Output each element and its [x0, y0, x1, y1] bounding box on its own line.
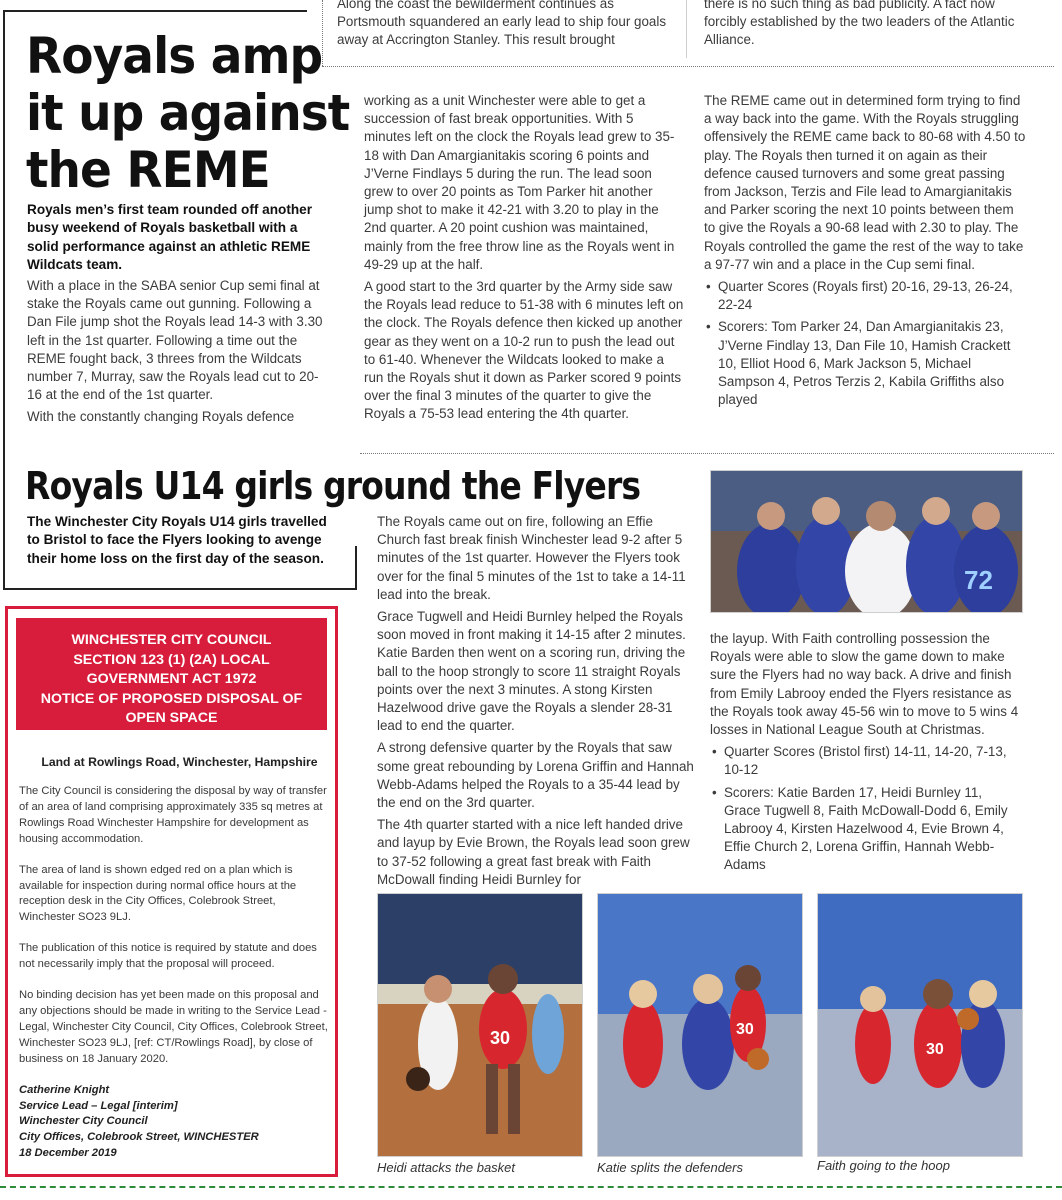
article-frame-top — [3, 10, 307, 12]
notice-signature — [19, 1083, 329, 1163]
action-photo-2 — [597, 893, 803, 1157]
council-notice — [5, 606, 338, 1177]
article1-col3-paragraph: The REME came out in determined form trying to find a way back into the game. With the Royals struggling offensively the REME came back to 80-68 with 4.50 to play. The Royals then turned it on again as their defence caused turnovers and some great passing from Jackson, Terzis and File lead to Amargianitakis and Parker scoring the next 10 points between them to give the Royals a 90-68 lead with 2.30 to play. The Royals controlled the game the rest of the way to take a 97-77 win and a place in the Cup semi final. — [704, 93, 1026, 272]
article1-quarter-scores: • Quarter Scores (Royals first) 20-16, 29-13, 26-24, 22-24 — [704, 278, 1026, 314]
notice-signatory-address: City Offices, Colebrook Street, WINCHESTER — [19, 1131, 259, 1144]
action-photo-2-illustration — [598, 894, 802, 1156]
action-photo-3-jersey-number: 30 — [926, 1041, 944, 1058]
notice-heading-line: OPEN SPACE — [125, 710, 218, 726]
article2-col2-paragraph: Grace Tugwell and Heidi Burnley helped the Royals soon moved in front making it 14-15 after 2 minutes. Katie Barden then went on a scoring run, driving the ball to the hoop strongly to score 11 straight Royals points over the next 3 minutes. A stong Kirsten Hazelwood drive gave the Royals a slender 28-31 lead to end the quarter. — [377, 609, 686, 734]
article2-stats-list — [710, 743, 1022, 874]
team-huddle-illustration — [711, 471, 1022, 612]
article2-headline: Royals U14 girls ground the Flyers — [25, 464, 641, 508]
notice-subheading: Land at Rowlings Road, Winchester, Hampshire — [41, 755, 318, 769]
article1-column-3 — [704, 92, 1026, 413]
article1-col1-paragraph: With the constantly changing Royals defence — [27, 409, 295, 425]
article-frame-left — [3, 10, 5, 590]
notice-paragraph: No binding decision has yet been made on this proposal and any objections should be made in writing to the Service Lead - Legal, Winchester City Council, City Offices, Colebrook Street, Winchester SO23 9LJ, [ref: CT/Rowlings Road], by close of business on 18 January 2020. — [19, 989, 328, 1065]
notice-signatory-name: Catherine Knight — [19, 1083, 110, 1096]
article2-col2-paragraph: The Royals came out on fire, following an Effie Church fast break finish Winchester lead 9-2 after 5 minutes of the 1st quarter. However the Flyers took over for the final 5 minutes of the 1st to take a 14-11 lead into the break. — [377, 514, 686, 602]
article1-headline-line2: it up against — [26, 84, 350, 142]
action-photo-3-illustration — [818, 894, 1022, 1156]
notice-signatory-title: Service Lead – Legal [interim] — [19, 1099, 178, 1112]
top-strip-vrule — [686, 0, 687, 58]
article1-col1-paragraph: With a place in the SABA senior Cup semi final at stake the Royals came out gunning. Following a Dan File jump shot the Royals lead 14-3 with 3.30 left in the 1st quarter. Following a time out the REME fought back, 3 threes from the Wildcats number 7, Murray, saw the Royals lead cut to 20-16 at the end of the 1st quarter. — [27, 278, 323, 403]
notice-heading-line: SECTION 123 (1) (2A) LOCAL — [73, 651, 270, 668]
article2-standfirst: The Winchester City Royals U14 girls travelled to Bristol to face the Flyers looking to avenge their home loss on the first day of the season. — [27, 514, 327, 566]
bottom-green-rule — [0, 1186, 1062, 1188]
article1-stats-list — [704, 278, 1026, 409]
article-frame-bottom — [3, 588, 357, 590]
photo-caption-2: Katie splits the defenders — [597, 1160, 743, 1175]
top-strip-column-3: there is no such thing as bad publicity. A fact now forcibly established by the two leaders of the Atlantic Alliance. — [704, 0, 1015, 48]
notice-heading-line: GOVERNMENT ACT 1972 — [86, 671, 257, 687]
section-divider — [360, 453, 1054, 454]
article1-col2-paragraph: working as a unit Winchester were able to get a succession of fast break opportunities. With 5 minutes left on the clock the Royals lead grew to 35-18 with Dan Amargianitakis scoring 6 points and J’Verne Findlays 5 during the run. The lead soon grew to over 20 points as Tom Parker hit another jump shot to make it 42-21 with 3.20 to play in the 2nd quarter. A 20 point cushion was maintained, mainly from the free throw line as the Royals went in 49-29 up at the half. — [364, 93, 675, 272]
notice-body — [19, 784, 329, 1162]
top-strip-column-2: Along the coast the bewilderment continues as Portsmouth squandered an early lead to ship four goals away at Accrington Stanley. This result brought — [337, 0, 667, 48]
notice-paragraph: The City Council is considering the disposal by way of transfer of an area of land comprising approximately 335 sq metres at Rowlings Road Winchester Hampshire for development as housing accommodation. — [19, 785, 327, 845]
action-photo-1-illustration — [378, 894, 582, 1156]
article1-scorers: • Scorers: Tom Parker 24, Dan Amargianitakis 23, J’Verne Findlay 13, Dan File 10, Hamish Crackett 10, Elliot Hood 6, Mark Jackson 5, Michael Sampson 4, Petros Terzis 2, Kabila Griffiths also played — [704, 318, 1026, 409]
notice-heading-block — [16, 618, 327, 730]
top-strip-bottom-rule — [322, 66, 1054, 67]
notice-signatory-council: Winchester City Council — [19, 1115, 148, 1128]
article1-column-1 — [27, 277, 333, 431]
article1-headline-line1: Royals amp — [26, 27, 323, 85]
team-huddle-jersey-number: 72 — [964, 565, 993, 595]
article2-column-3 — [710, 630, 1022, 879]
article1-column-2 — [364, 92, 684, 428]
article2-quarter-scores: • Quarter Scores (Bristol first) 14-11, 14-20, 7-13, 10-12 — [710, 743, 1022, 779]
article1-standfirst: Royals men’s first team rounded off another busy weekend of Royals basketball with a solid performance against an athletic REME Wildcats team. — [27, 202, 313, 273]
article-frame-right — [355, 546, 357, 590]
notice-paragraph: The publication of this notice is required by statute and does not necessarily imply that the proposal will proceed. — [19, 942, 317, 971]
action-photo-3 — [817, 893, 1023, 1157]
article1-headline — [26, 28, 349, 199]
action-photo-1 — [377, 893, 583, 1157]
article2-col2-paragraph: A strong defensive quarter by the Royals that saw some great rebounding by Lorena Griffin and Hannah Webb-Adams helped the Royals to a 35-44 lead by the end on the 3rd quarter. — [377, 740, 694, 811]
photo-caption-3: Faith going to the hoop — [817, 1158, 950, 1173]
team-huddle-photo — [710, 470, 1023, 613]
notice-date: 18 December 2019 — [19, 1147, 117, 1160]
notice-heading-line: WINCHESTER CITY COUNCIL — [71, 632, 272, 648]
notice-paragraph: The area of land is shown edged red on a plan which is available for inspection during normal office hours at the reception desk in the City Offices, Colebrook Street, Winchester SO23 9LJ. — [19, 863, 297, 924]
photo-caption-1: Heidi attacks the basket — [377, 1160, 516, 1175]
article1-headline-line3: the REME — [26, 141, 270, 199]
article1-col2-paragraph: A good start to the 3rd quarter by the Army side saw the Royals lead reduce to 51-38 with 6 minutes left on the clock. The Royals defence then kicked up another gear as they went on a 10-2 run to push the lead out to 61-40. Whenever the Wildcats looked to make a run the Royals shut it down as Parker scored 9 points over the final 3 minutes of the quarter to give the Royals a 75-53 lead entering the 4th quarter. — [364, 279, 684, 422]
action-photo-2-jersey-number: 30 — [736, 1021, 754, 1038]
notice-heading-line: NOTICE OF PROPOSED DISPOSAL OF — [40, 690, 303, 707]
article2-col3-paragraph: the layup. With Faith controlling possession the Royals were able to slow the game down to make sure the Flyers had no way back. A drive and finish from Emily Labrooy ended the Flyers resistance as the Royals took away 45-56 win to move to 5 wins 4 losses in National League South at Christmas. — [710, 631, 1019, 738]
article2-scorers: • Scorers: Katie Barden 17, Heidi Burnley 11, Grace Tugwell 8, Faith McDowall-Dodd 6, Emily Labrooy 4, Kirsten Hazelwood 4, Evie Brown 4, Effie Church 2, Lorena Griffin, Hannah Webb-Adams — [710, 784, 1022, 875]
article2-col2-paragraph: The 4th quarter started with a nice left handed drive and layup by Evie Brown, the Royals lead soon grew to 37-52 following a great fast break with Faith McDowall finding Heidi Burnley for — [377, 817, 690, 887]
action-photo-1-jersey-number: 30 — [490, 1028, 511, 1048]
article2-column-2 — [377, 513, 697, 893]
